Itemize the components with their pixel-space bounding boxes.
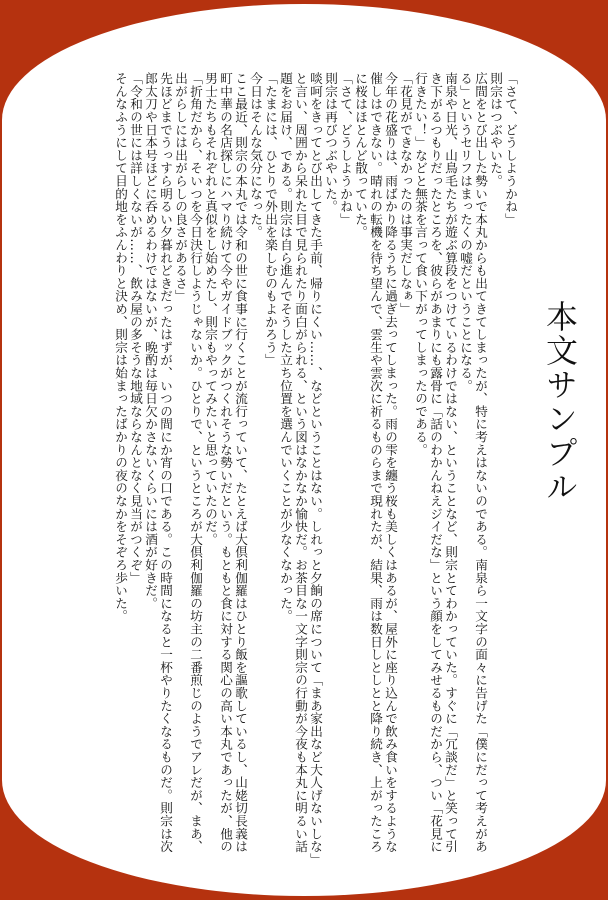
paragraph: 今年の花盛りは、雨ばかり降るうちに過ぎ去ってしまった。雨の雫を纏う桜も美しくはあるが、屋外に座り込んで飲み食いをするような催しはできない。晴れの転機を待ち望んで、雲生や雲次に祈るものらまで現れたが、結果、雨は数日しとしとと降り続き、上がったころに桜はほとんど散っていた。 <box>353 72 398 853</box>
paragraph: 先ほどまでうっすら明るい夕暮れどきだったはずが、いつの間にか宵の口である。この時間になると一杯やりたくなるものだ。則宗は次郎太刀や日本号ほどに呑めるわけではないが、晩酌は毎日欠かさないくらいには酒が好きだ。 <box>143 72 173 853</box>
paragraph: そんなふうにして目的地をふんわりと決め、則宗は始まったばかりの夜のなかをそぞろ歩いた。 <box>113 72 128 623</box>
paragraph: 「さて、どうしようかね」 <box>503 72 518 226</box>
paragraph: 「たまには、ひとりで外出を楽しむのもよかろう」 <box>263 72 278 367</box>
paragraph: 則宗は再びつぶやいた。 <box>323 72 338 213</box>
paragraph: 今日はそんな気分になった。 <box>248 72 263 239</box>
paragraph: 「折角だから、そいつを今日決行しようじゃないか。ひとりで、というところが大倶利伽羅の坊主の二番煎じのようでアレだが、まあ、出がらしには出がらしの良さがあるさ」 <box>173 72 203 853</box>
paragraph: 「令和の世には詳しくないが……、飲み屋の多そうな地域ならなんとなく見当がつくぞ」 <box>128 72 143 584</box>
paragraph: 則宗はつぶやいた。 <box>488 72 503 188</box>
paragraph: 広間をとび出した勢いで本丸からも出てきてしまったが、特に考えはないのである。南泉ら一文字の面々に告げた「僕にだって考えがある」というセリフはまったくの嘘だということになる。 <box>458 72 488 853</box>
paragraph: 「さて、どうしようかね」 <box>338 72 353 226</box>
body-text <box>58 72 518 862</box>
paragraph: ここ最近、則宗の本丸では令和の世に食事に行くことが流行っていて、たとえば大倶利伽羅はひとり飯を謳歌しているし、山姥切長義は町中華の名店探しにハマり続けて今やガイドブックがつくれそうな勢いだという。もともと食に対する関心の高い本丸であったが、他の男士たちもそれぞれと真似をし始めたし、則宗もやってみたいと思っていたのだ。 <box>203 72 248 853</box>
paragraph: 啖呵をきってとび出してきた手前、帰りにくい……、などということはない。しれっと夕餉の席について「まあ家出など大人げないしな」と言い、周囲から呆れた目で見られたり面白がられる、という図はなかなか愉快だ。お茶目な一文字則宗の行動が今夜も本丸に明るい話題をお届け、である。則宗は自ら進んでそうした立ち位置を選んでいくことが少なくなかった。 <box>278 72 323 860</box>
page-title: 本文サンプル <box>541 300 579 504</box>
paragraph: 「花見ができなかったのは事実だしなぁ」 <box>398 72 413 316</box>
paragraph: 南泉や日光、山鳥毛たちが遊ぶ算段をつけているわけではない、ということなど、則宗とてわかっていた。すぐに「冗談だ」と笑って引き下がるつもりだったところを、彼らがあまりにも露骨に「話のわかんねえジイだな」という顔をしてみせるものだから、つい「花見に行きたい！」などと無茶を言って食い下がってしまったのである。 <box>413 72 458 853</box>
